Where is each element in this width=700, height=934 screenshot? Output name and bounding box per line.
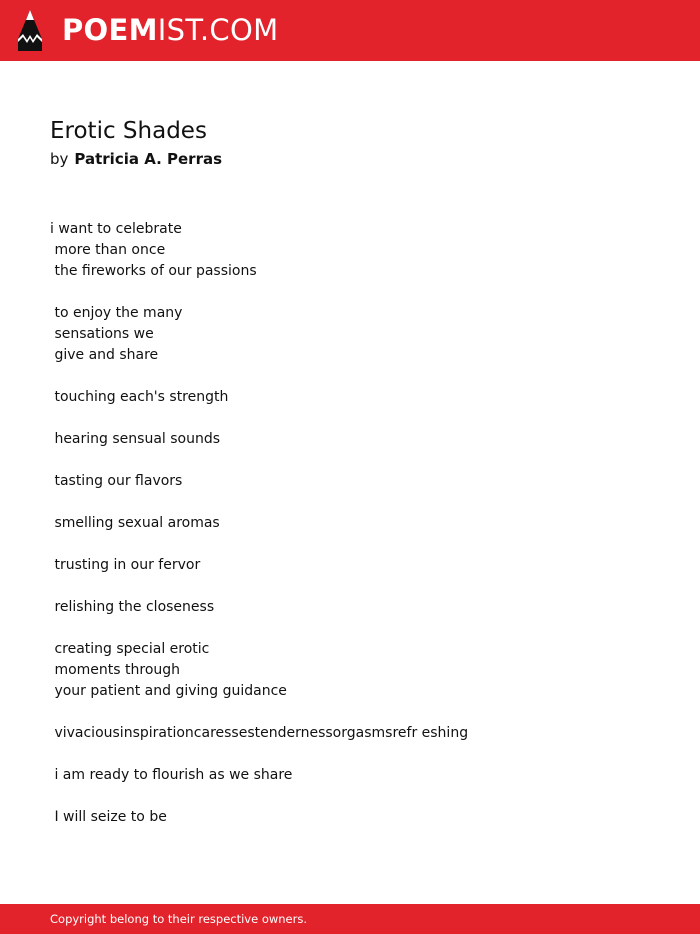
stanza-break <box>50 492 468 513</box>
poem-line: tasting our flavors <box>50 473 183 489</box>
poem-line: creating special erotic <box>50 641 210 657</box>
poem-line: relishing the closeness <box>50 599 215 615</box>
poem-byline <box>50 149 222 169</box>
logo-text-bold: POEM <box>62 13 158 47</box>
stanza-break <box>50 576 468 597</box>
poem-line: to enjoy the many <box>50 305 183 321</box>
poem-line: more than once <box>50 242 166 258</box>
stanza-break <box>50 408 468 429</box>
poem-line: sensations we <box>50 326 154 342</box>
poem-line: the fireworks of our passions <box>50 263 257 279</box>
poem-line: vivaciousinspirationcaressestendernessorgasmsrefr eshing <box>50 725 469 741</box>
stanza-break <box>50 702 468 723</box>
poem-line: i am ready to flourish as we share <box>50 767 293 783</box>
poem-line: moments through <box>50 662 181 678</box>
poem-line: hearing sensual sounds <box>50 431 221 447</box>
poem-title: Erotic Shades <box>50 118 207 144</box>
poem-line: trusting in our fervor <box>50 557 201 573</box>
site-footer <box>0 904 700 934</box>
poem-line: smelling sexual aromas <box>50 515 220 531</box>
pencil-logo-icon[interactable] <box>17 9 43 52</box>
stanza-break <box>50 786 468 807</box>
poem-line: give and share <box>50 347 159 363</box>
copyright-text: Copyright belong to their respective owners. <box>50 912 308 926</box>
poem-line: your patient and giving guidance <box>50 683 287 699</box>
stanza-break <box>50 450 468 471</box>
logo-text-light: IST.COM <box>157 13 279 47</box>
stanza-break <box>50 366 468 387</box>
stanza-break <box>50 534 468 555</box>
stanza-break <box>50 744 468 765</box>
poem-author: Patricia A. Perras <box>74 150 223 168</box>
stanza-break <box>50 618 468 639</box>
poem-line: touching each's strength <box>50 389 229 405</box>
poem-body <box>50 219 468 828</box>
by-label: by <box>50 150 69 168</box>
poem-line: I will seize to be <box>50 809 167 825</box>
site-header <box>0 0 700 61</box>
stanza-break <box>50 282 468 303</box>
site-logo-text[interactable] <box>62 12 278 48</box>
poem-line: i want to celebrate <box>50 221 182 237</box>
